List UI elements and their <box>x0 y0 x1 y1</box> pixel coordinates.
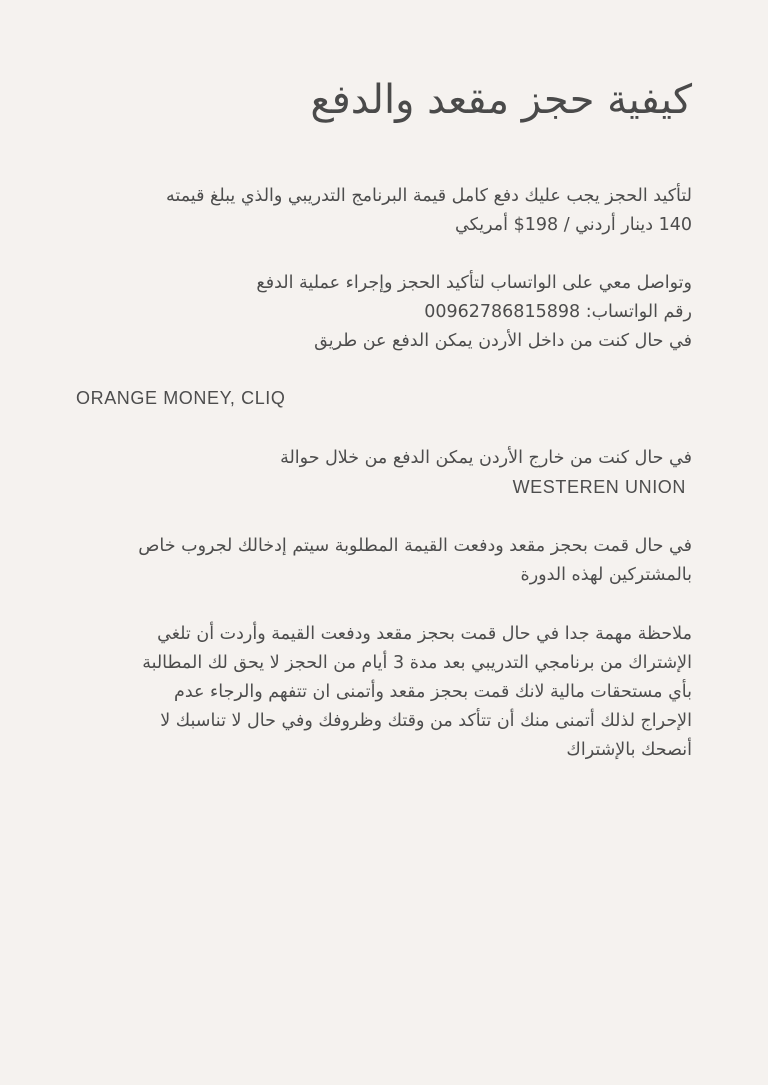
note-line-5: أنصحك بالإشتراك <box>566 740 692 760</box>
abroad-paragraph <box>76 444 692 502</box>
whatsapp-number: رقم الواتساب: 00962786815898 <box>424 302 692 322</box>
abroad-line-1: في حال كنت من خارج الأردن يمكن الدفع من خلال حوالة <box>280 448 692 468</box>
note-line-3: بأي مستحقات مالية لانك قمت بحجز مقعد وأتمنى ان تتفهم والرجاء عدم <box>174 682 692 702</box>
note-paragraph <box>76 620 692 765</box>
note-line-2: الإشتراك من برنامجي التدريبي بعد مدة 3 أيام من الحجز لا يحق لك المطالبة <box>142 653 692 673</box>
contact-line-3: في حال كنت من داخل الأردن يمكن الدفع عن طريق <box>314 331 692 351</box>
local-payment-methods: ORANGE MONEY, CLIQ <box>76 388 286 408</box>
intro-line-2: 140 دينار أردني / 198$ أمريكي <box>455 215 692 235</box>
contact-paragraph <box>76 269 692 356</box>
document-page <box>76 70 692 765</box>
note-line-4: الإحراج لذلك أتمنى منك أن تتأكد من وقتك وظروفك وفي حال لا تناسبك لا <box>160 711 692 731</box>
intro-paragraph <box>76 182 692 240</box>
note-line-1: ملاحظة مهمة جدا في حال قمت بحجز مقعد ودفعت القيمة وأردت أن تلغي <box>157 624 692 644</box>
contact-line-1: وتواصل معي على الواتساب لتأكيد الحجز وإجراء عملية الدفع <box>256 273 692 293</box>
intro-line-1: لتأكيد الحجز يجب عليك دفع كامل قيمة البرنامج التدريبي والذي يبلغ قيمته <box>166 186 692 206</box>
western-union-label: WESTEREN UNION <box>512 477 686 497</box>
group-line-1: في حال قمت بحجز مقعد ودفعت القيمة المطلوبة سيتم إدخالك لجروب خاص <box>138 536 692 556</box>
group-line-2: بالمشتركين لهذه الدورة <box>520 565 692 585</box>
group-paragraph <box>76 532 692 590</box>
page-title: كيفية حجز مقعد والدفع <box>310 77 692 123</box>
